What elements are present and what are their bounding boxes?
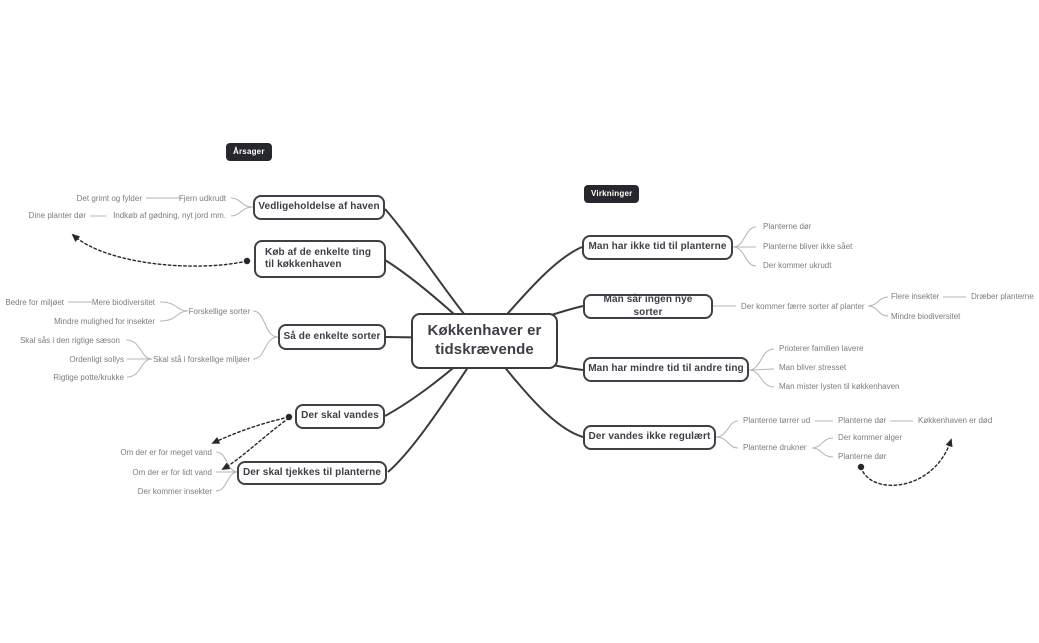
leaf-kokkenhaven-er-dod[interactable]: Køkkenhaven er død xyxy=(918,416,993,425)
leaf-dine-planter-dor[interactable]: Dine planter dør xyxy=(28,211,86,220)
node-kob-af-de-enkelte-ting[interactable]: Køb af de enkelte ting til køkkenhaven xyxy=(254,240,386,278)
node-man-har-ikke-tid-til-planterne[interactable]: Man har ikke tid til planterne xyxy=(582,235,733,260)
leaf-planterne-torrer-ud[interactable]: Planterne tørrer ud xyxy=(743,416,811,425)
leaf-man-bliver-stresset[interactable]: Man bliver stresset xyxy=(779,363,847,372)
conn xyxy=(253,311,278,337)
conn xyxy=(812,438,833,448)
conn xyxy=(749,349,774,370)
leaf-der-kommer-alger[interactable]: Der kommer alger xyxy=(838,433,903,442)
conn xyxy=(733,247,756,266)
leaf-mindre-biodiversitet[interactable]: Mindre biodiversitet xyxy=(891,312,961,321)
dotted-origin-dot xyxy=(286,414,292,420)
conn xyxy=(749,370,774,387)
leaf-om-der-er-for-meget-vand[interactable]: Om der er for meget vand xyxy=(120,448,212,457)
dotted-arrow-dor-to-kokkenhavendod xyxy=(861,440,951,485)
conn xyxy=(127,359,152,377)
leaf-planterne-dor[interactable]: Planterne dør xyxy=(838,416,887,425)
conn xyxy=(733,227,756,247)
conn xyxy=(253,337,278,359)
conn xyxy=(160,311,188,321)
leaf-om-der-er-for-lidt-vand[interactable]: Om der er for lidt vand xyxy=(132,468,212,477)
leaf-flere-insekter[interactable]: Flere insekter xyxy=(891,292,940,301)
conn xyxy=(216,472,238,491)
leaf-indkob-af-godning[interactable]: Indkøb af gødning, nyt jord mm. xyxy=(113,211,226,220)
leaf-mindre-mulighed-for-insekter[interactable]: Mindre mulighed for insekter xyxy=(54,317,155,326)
conn xyxy=(868,297,888,306)
leaf-skal-sas-i-den-rigtige-saeson[interactable]: Skal sås i den rigtige sæson xyxy=(19,336,120,345)
leaf-fjern-udkrudt[interactable]: Fjern udkrudt xyxy=(178,194,226,203)
conn xyxy=(126,340,152,359)
dotted-origin-dot xyxy=(244,258,250,264)
leaf-planterne-bliver-ikke-saet[interactable]: Planterne bliver ikke sået xyxy=(763,242,853,251)
leaf-planterne-drukner[interactable]: Planterne drukner xyxy=(743,443,807,452)
leaf-forskellige-sorter[interactable]: Forskellige sorter xyxy=(188,307,250,316)
conn xyxy=(216,452,238,472)
conn xyxy=(231,198,253,207)
node-sa-de-enkelte-sorter[interactable]: Så de enkelte sorter xyxy=(278,324,386,350)
leaf-der-kommer-insekter[interactable]: Der kommer insekter xyxy=(137,487,212,496)
node-central-kokkenhaver-er-tidskraevende[interactable]: Køkkenhaver er tidskrævende xyxy=(411,313,558,369)
leaf-draeber-planterne[interactable]: Dræber planterne xyxy=(971,292,1034,301)
leaf-bedre-for-miljoet[interactable]: Bedre for miljøet xyxy=(5,298,64,307)
dotted-arrow-kob-to-dineplanter xyxy=(73,235,247,266)
conn xyxy=(812,448,833,457)
leaf-ordenligt-sollys[interactable]: Ordenligt sollys xyxy=(69,355,124,364)
node-der-skal-vandes[interactable]: Der skal vandes xyxy=(295,404,385,429)
conn xyxy=(716,437,738,448)
node-man-har-mindre-tid-til-andre-ting[interactable]: Man har mindre tid til andre ting xyxy=(583,357,749,382)
conn xyxy=(160,302,188,311)
leaf-planterne-dor[interactable]: Planterne dør xyxy=(763,222,812,231)
dotted-arrow-vandes-to-megetvand xyxy=(213,417,289,443)
badge-virkninger[interactable]: Virkninger xyxy=(584,185,639,203)
leaf-planterne-dor[interactable]: Planterne dør xyxy=(838,452,887,461)
node-der-skal-tjekkes-til-planterne[interactable]: Der skal tjekkes til planterne xyxy=(237,461,387,485)
conn xyxy=(231,207,253,216)
leaf-skal-sta-i-forskellige-miljoer[interactable]: Skal stå i forskellige miljøer xyxy=(153,355,250,364)
leaf-der-kommer-faerre-sorter[interactable]: Der kommer færre sorter af planter xyxy=(741,302,865,311)
leaf-man-mister-lysten[interactable]: Man mister lysten til køkkenhaven xyxy=(779,382,900,391)
conn xyxy=(868,306,888,316)
leaf-det-grimt-og-fylder[interactable]: Det grimt og fylder xyxy=(76,194,142,203)
leaf-prioterer-familien-lavere[interactable]: Prioterer familien lavere xyxy=(779,344,864,353)
leaf-mere-biodiversitet[interactable]: Mere biodiversitet xyxy=(91,298,155,307)
badge-arsager[interactable]: Årsager xyxy=(226,143,272,161)
dotted-origin-dot xyxy=(858,464,864,470)
leaf-rigtige-potte-krukke[interactable]: Rigtige potte/krukke xyxy=(53,373,124,382)
node-man-sar-ingen-nye-sorter[interactable]: Man sår ingen nye sorter xyxy=(583,294,713,319)
node-der-vandes-ikke-regulaert[interactable]: Der vandes ikke regulært xyxy=(583,425,716,450)
conn xyxy=(716,421,738,437)
leaf-der-kommer-ukrudt[interactable]: Der kommer ukrudt xyxy=(763,261,832,270)
node-vedligeholdelse-af-haven[interactable]: Vedligeholdelse af haven xyxy=(253,195,385,220)
